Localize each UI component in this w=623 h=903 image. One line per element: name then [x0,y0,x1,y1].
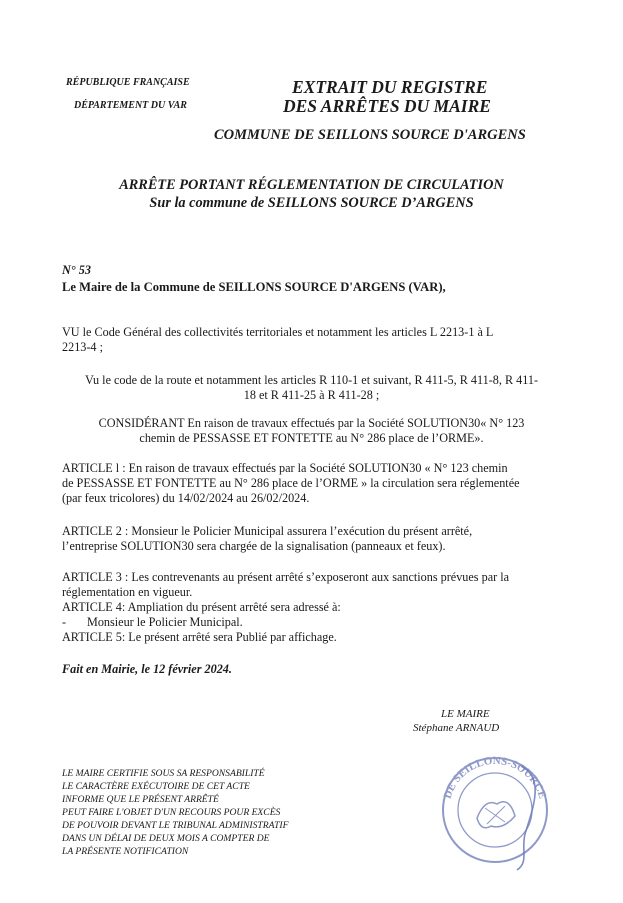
vu1-paragraph: VU le Code Général des collectivités territoriales et notamment les articles L 2213-1 à L 2213-4 ; [62,325,494,354]
article-4: ARTICLE 4: Ampliation du présent arrêté sera adressé à: [62,600,341,614]
seal-inner-ring [458,773,532,847]
vu2-paragraph: Vu le code de la route et notamment les articles R 110-1 et suivant, R 411-5, R 411-8, R 411- 18 et R 411-25 à R 411-28 ; [84,373,539,402]
seal-emblem-detail [485,806,505,824]
legal-notice: LE MAIRE CERTIFIE SOUS SA RESPONSABILITÉ LE CARACTÈRE EXÉCUTOIRE DE CET ACTE INFORME QUE LE PRÉSENT ARRÊTÉ PEUT FAIRE L'OBJET D'UN RECOURS POUR EXCÈS DE POUVOIR DEVANT LE TRIBUNAL ADMINISTRATIF DANS UN DÉLAI DE DEUX MOIS A COMPTER DE LA PRÉSENTE NOTIFICATION [62,768,289,857]
date-line: Fait en Mairie, le 12 février 2024. [62,662,232,676]
department-label: DÉPARTEMENT DU VAR [74,100,187,111]
article-2: ARTICLE 2 : Monsieur le Policier Municipal assurera l’exécution du présent arrêté, l’entreprise SOLUTION30 sera chargée de la signalisation (panneaux et feux). [62,524,473,553]
commune-title: COMMUNE DE SEILLONS SOURCE D'ARGENS [214,127,526,143]
republic-label: RÉPUBLIQUE FRANÇAISE [66,77,190,88]
article-5: ARTICLE 5: Le présent arrêté sera Publié par affichage. [62,630,337,644]
seal-text: DE SEILLONS-SOURCE [441,754,549,801]
article-1: ARTICLE l : En raison de travaux effectués par la Société SOLUTION30 « N° 123 chemin de PESSASSE ET FONTETTE au N° 286 place de l’ORME » la circulation sera réglementée (par feux tricolores) du 14/02/2024 au 26/02/2024. [62,461,520,505]
register-title-line2: DES ARRÊTES DU MAIRE [283,96,491,116]
register-title-line1: EXTRAIT DU REGISTRE [292,77,488,97]
article-4-recipient: Monsieur le Policier Municipal. [87,615,243,629]
considerant-paragraph: CONSIDÉRANT En raison de travaux effectués par la Société SOLUTION30« N° 123 chemin de PESSASSE ET FONTETTE au N° 286 place de l’ORME». [98,416,525,445]
signature-title: LE MAIRE [441,708,490,720]
official-seal [425,738,565,878]
article-3: ARTICLE 3 : Les contrevenants au présent arrêté s’exposeront aux sanctions prévues par la réglementation en vigueur. [62,570,510,599]
decree-number: N° 53 [62,263,91,277]
mayor-line: Le Maire de la Commune de SEILLONS SOURCE D'ARGENS (VAR), [62,280,446,294]
signature-name: Stéphane ARNAUD [413,722,500,734]
decree-subtitle: Sur la commune de SEILLONS SOURCE D’ARGENS [149,195,474,211]
article-4-dash: - [62,615,67,629]
decree-title: ARRÊTE PORTANT RÉGLEMENTATION DE CIRCULATION [119,177,504,193]
